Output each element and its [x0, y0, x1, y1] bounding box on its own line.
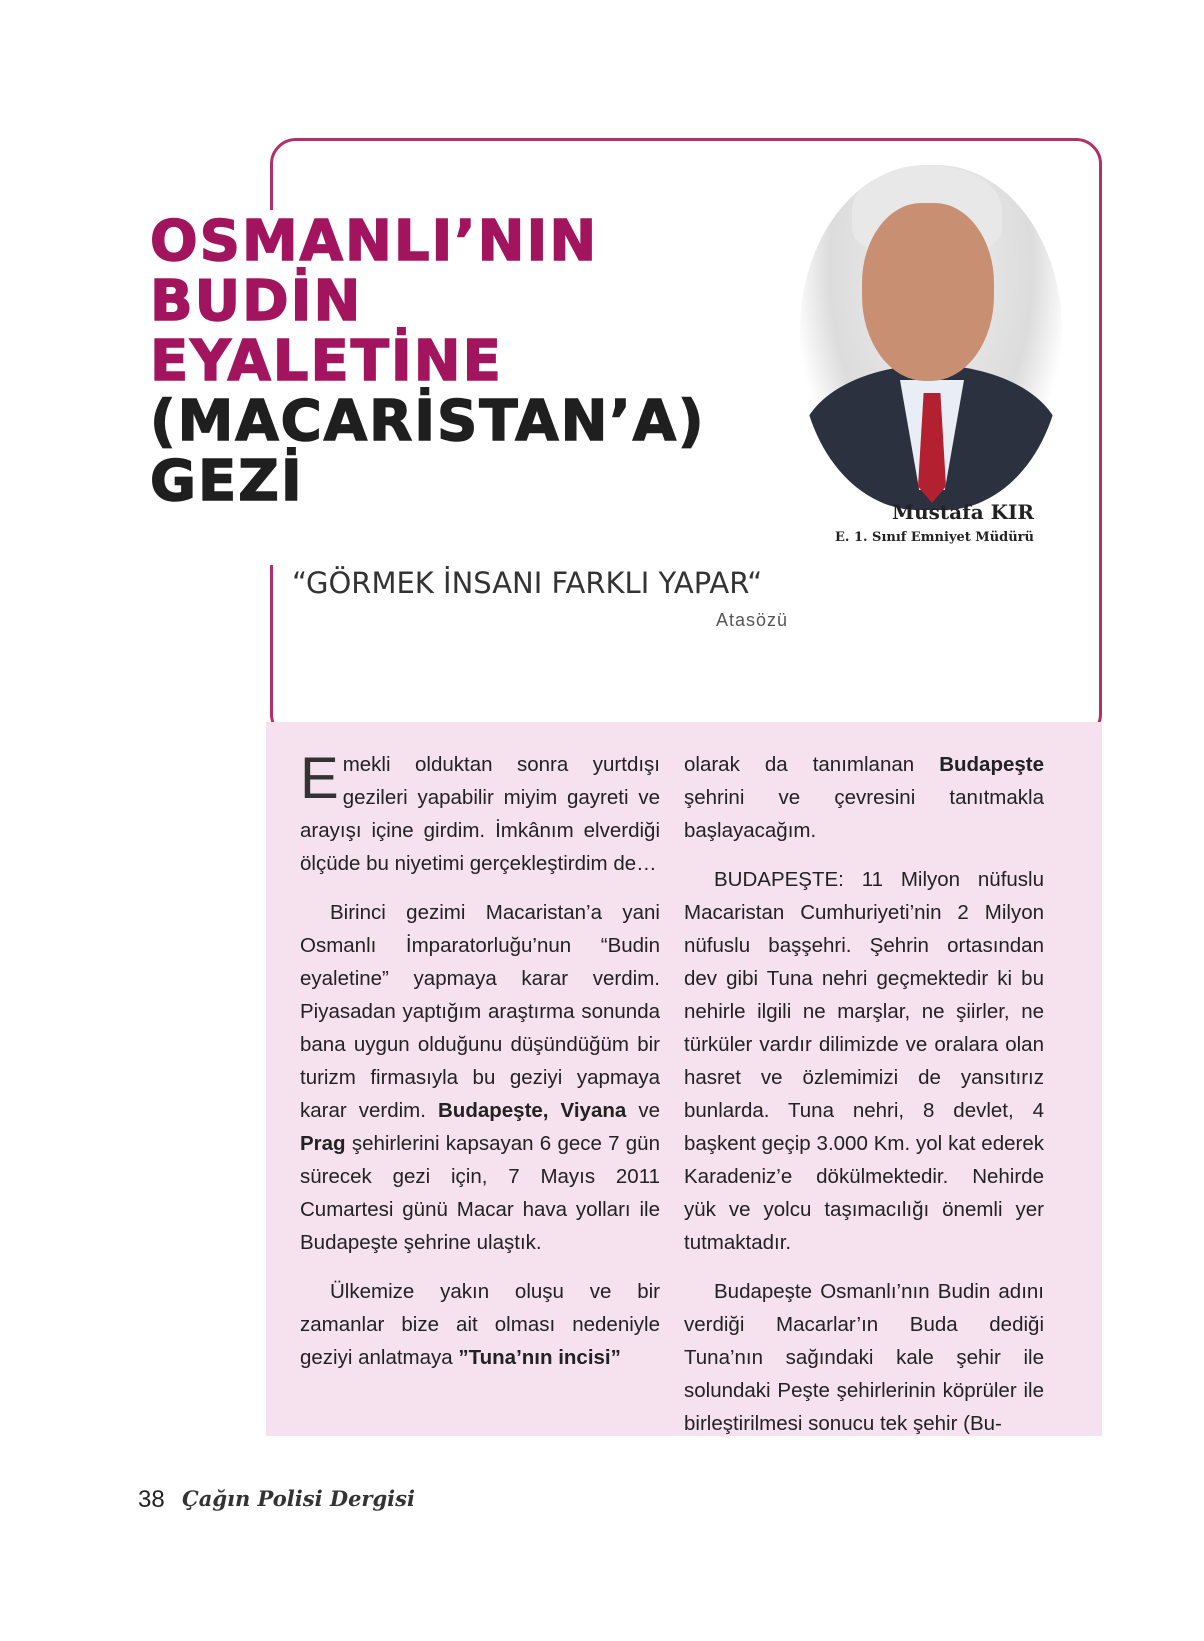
title-line-5: GEZİ [150, 449, 304, 514]
bold-text: Prag [300, 1132, 346, 1155]
paragraph-text [549, 1099, 561, 1122]
paragraph-text: mekli olduktan sonra yurtdışı gezileri yapabilir miyim gayreti ve arayışı içine girdim. İmkânım elverdiği ölçüde bu niyetimi gerçekleştirdim de… [300, 753, 660, 875]
author-title: E. 1. Sınıf Emniyet Müdürü [835, 530, 1034, 545]
paragraph [300, 1275, 660, 1374]
paragraph-text: olarak da tanımlanan [684, 753, 940, 776]
bold-text: Budapeşte [939, 753, 1044, 776]
epigraph-source: Atasözü [715, 610, 788, 630]
paragraph-text: şehrini ve çevresini tanıtmakla başlayacağım. [684, 786, 1044, 842]
page-number: 38 [138, 1486, 165, 1513]
paragraph-text: şehirlerini kapsayan 6 gece 7 gün sürecek gezi için, 7 Mayıs 2011 Cumartesi günü Macar hava yolları ile Budapeşte şehrine ulaştık. [300, 1132, 660, 1254]
author-photo [800, 165, 1062, 510]
epigraph-quote: “GÖRMEK İNSANI FARKLI YAPAR“ [292, 566, 763, 600]
paragraph-text: Ülkemize yakın oluşu ve bir zamanlar bize ait olması nedeniyle geziyi anlatmaya [300, 1280, 660, 1369]
photo-face [862, 203, 994, 381]
paragraph [300, 748, 660, 880]
paragraph [684, 748, 1044, 847]
title-line-1: OSMANLI’NIN [150, 209, 599, 274]
bold-text: ”Tuna’nın incisi” [458, 1346, 621, 1369]
paragraph [300, 896, 660, 1259]
text-column-1 [300, 748, 660, 1390]
paragraph: BUDAPEŞTE: 11 Milyon nüfuslu Macaristan Cumhuriyeti’nin 2 Milyon nüfuslu başşehri. Şehrin ortasından dev gibi Tuna nehri geçmektedir ki bu nehirle ilgili ne marşlar, ne şiirler, ne türküler vardır dilimizde ve oralara olan hasret ve özlemimizi de yansıtırız bunlarda. Tuna nehri, 8 devlet, 4 başkent geçip 3.000 Km. yol kat ederek Karadeniz’e dökülmektedir. Nehirde yük ve yolcu taşımacılığı önemli yer tutmaktadır. [684, 868, 1044, 1254]
title-line-4: (MACARİSTAN’A) [150, 389, 706, 454]
text-column-2 [684, 748, 1044, 1456]
author-name: Mustafa KIR [891, 500, 1034, 524]
article-title [150, 209, 706, 514]
title-line-2: BUDİN [150, 269, 363, 334]
paragraph-text: Birinci gezimi Macaristan’a yani Osmanlı İmparatorluğu’nun “Budin eyaletine” yapmaya karar verdim. Piyasadan yaptığım araştırma sonunda bana uygun olduğunu düşündüğüm bir turizm firmasıyla bu geziyi yapmaya karar verdim. [300, 901, 660, 1122]
paragraph: Budapeşte Osmanlı’nın Budin adını verdiği Macarlar’ın Buda dediği Tuna’nın sağındaki kale şehir ile solundaki Peşte şehirlerinin köprüler ile birleştirilmesi sonucu tek şehir (Bu- [684, 1280, 1044, 1435]
drop-cap: E [300, 746, 339, 811]
paragraph-text: ve [626, 1099, 660, 1122]
magazine-name: Çağın Polisi Dergisi [182, 1486, 415, 1511]
bold-text: Budapeşte, [438, 1099, 549, 1122]
title-line-3: EYALETİNE [150, 329, 503, 394]
bold-text: Viyana [560, 1099, 627, 1122]
